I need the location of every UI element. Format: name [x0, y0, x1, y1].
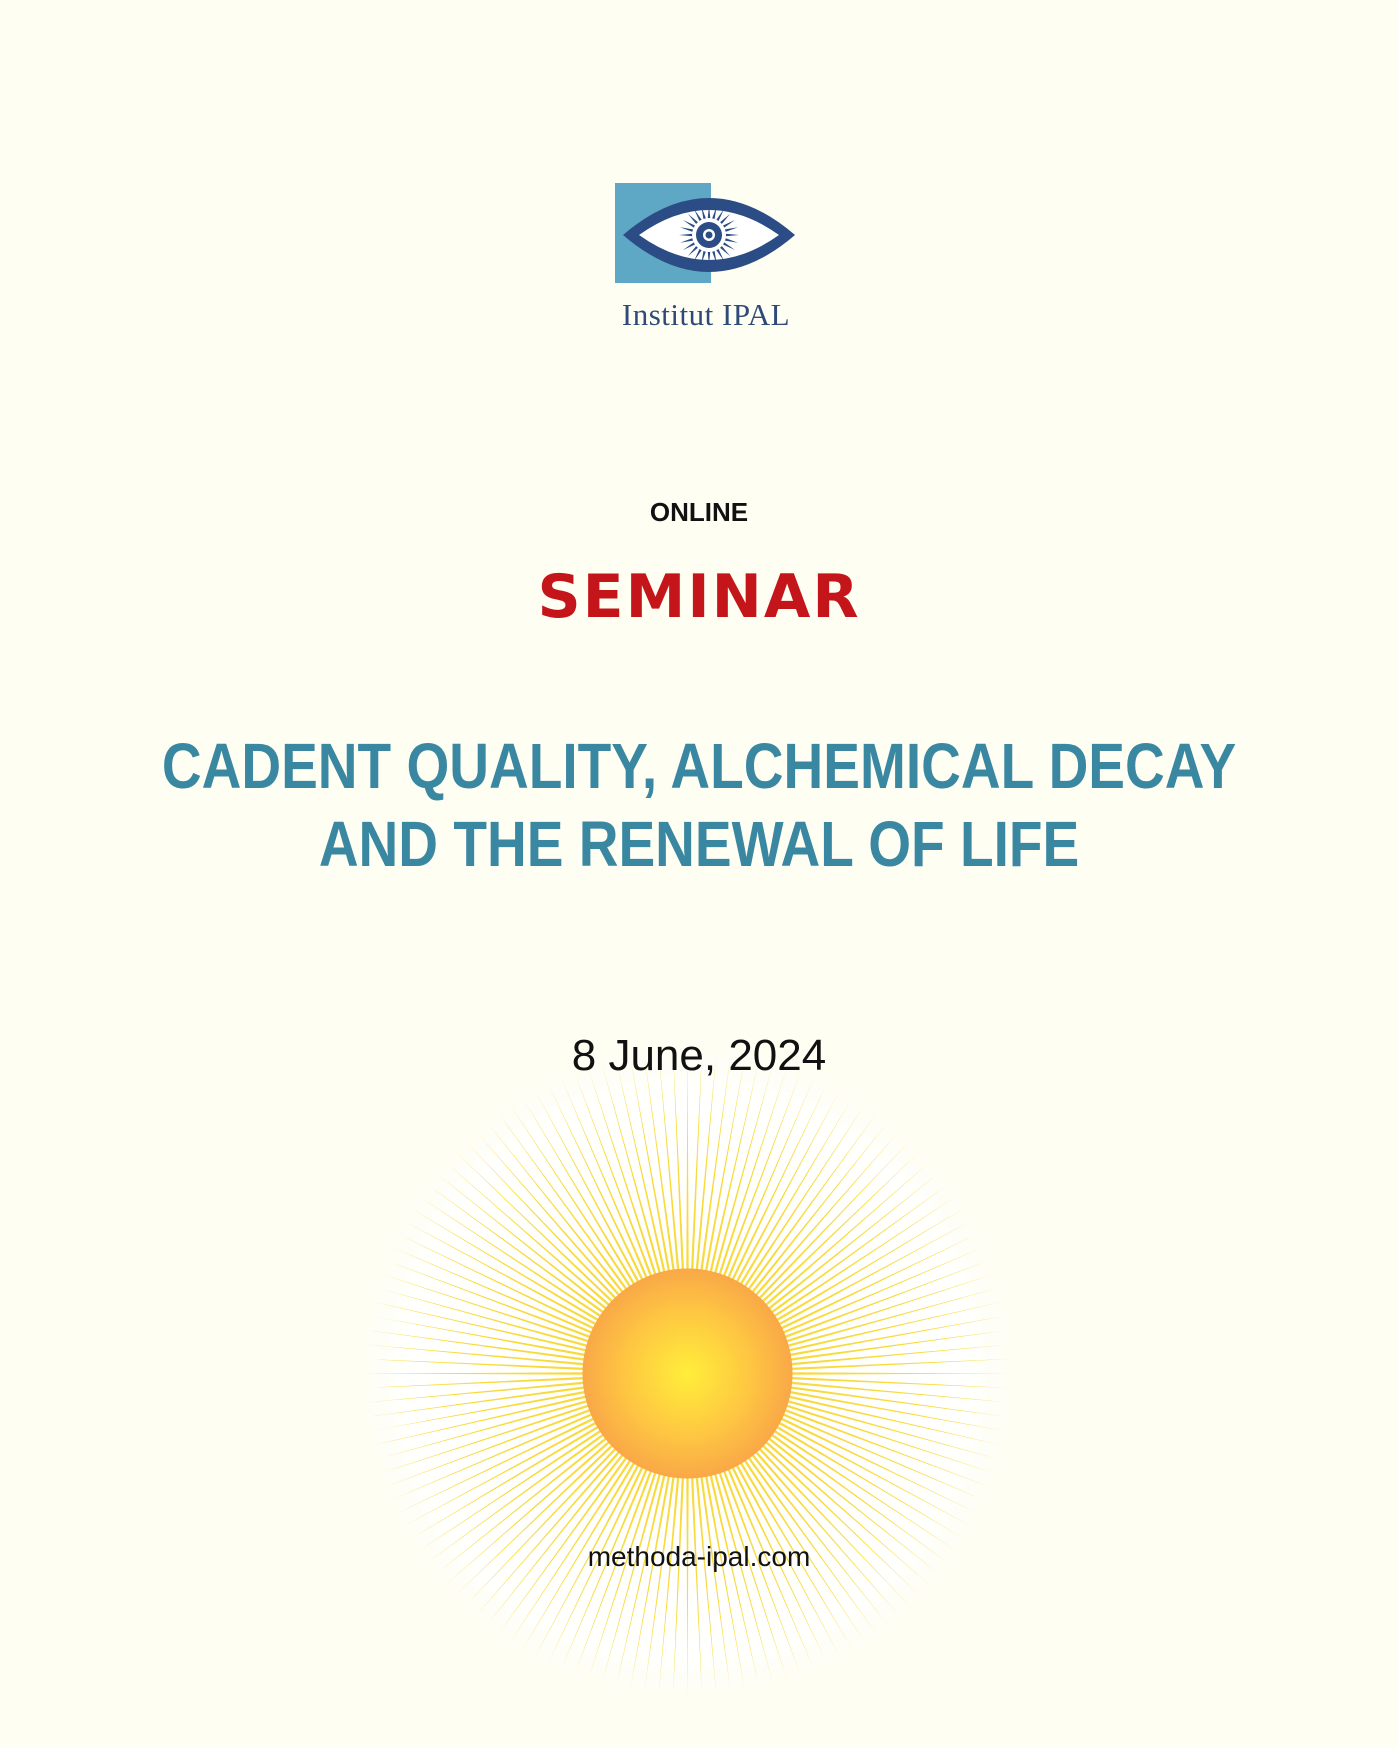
institute-logo [613, 181, 799, 331]
seminar-title [98, 727, 1300, 883]
eye-icon [613, 181, 799, 291]
sun-icon [360, 1046, 1015, 1701]
seminar-title-line-2: AND THE RENEWAL OF LIFE [318, 808, 1080, 880]
institute-name: Institut IPAL [621, 297, 791, 332]
website-url: methoda-ipal.com [587, 1541, 811, 1572]
event-date: 8 June, 2024 [571, 1031, 827, 1080]
seminar-heading: SEMINAR [537, 562, 861, 632]
seminar-title-line-1: CADENT QUALITY, ALCHEMICAL DECAY [161, 730, 1237, 802]
online-label: ONLINE [649, 497, 749, 527]
sun-core [583, 1269, 793, 1479]
